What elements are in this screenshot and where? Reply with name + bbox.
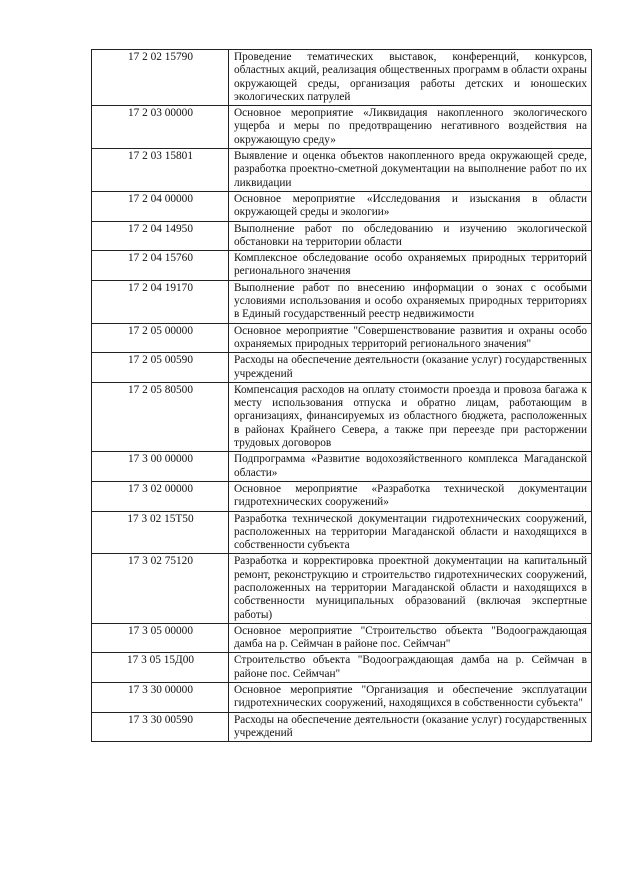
table-row	[92, 382, 592, 451]
expense-description: Разработка и корректировка проектной документации на капитальный ремонт, реконструкцию и строительство гидротехнических сооружений, расположенных на территории Магаданской области и находящихся в собственности муниципальных образований (включая экспертные работы)	[229, 554, 592, 623]
table-row	[92, 452, 592, 482]
classification-code: 17 3 00 00000	[92, 452, 229, 482]
expense-description: Основное мероприятие «Исследования и изыскания в области окружающей среды и экологии»	[229, 191, 592, 221]
table-row	[92, 221, 592, 251]
expense-description: Комплексное обследование особо охраняемых природных территорий регионального значения	[229, 251, 592, 281]
classification-code: 17 3 05 15Д00	[92, 653, 229, 683]
classification-code: 17 2 02 15790	[92, 50, 229, 106]
table-body	[92, 50, 592, 742]
classification-code: 17 2 03 00000	[92, 106, 229, 149]
classification-code: 17 2 05 00000	[92, 323, 229, 353]
expense-description: Основное мероприятие "Строительство объекта "Водоограждающая дамба на р. Сеймчан в районе пос. Сеймчан"	[229, 623, 592, 653]
expense-description: Выполнение работ по внесению информации о зонах с особыми условиями использования и особо охраняемых природных территориях в Единый государственный реестр недвижимости	[229, 280, 592, 323]
table-row	[92, 683, 592, 713]
expense-description: Проведение тематических выставок, конференций, конкурсов, областных акций, реализация общественных программ в области охраны окружающей среды, организация работы детских и юношеских экологических патрулей	[229, 50, 592, 106]
table-row	[92, 623, 592, 653]
table-row	[92, 353, 592, 383]
expense-description: Основное мероприятие "Организация и обеспечение эксплуатации гидротехнических сооружений, находящихся в собственности субъекта"	[229, 683, 592, 713]
expense-description: Подпрограмма «Развитие водохозяйственного комплекса Магаданской области»	[229, 452, 592, 482]
classification-code: 17 2 05 80500	[92, 382, 229, 451]
table-row	[92, 481, 592, 511]
expense-description: Расходы на обеспечение деятельности (оказание услуг) государственных учреждений	[229, 712, 592, 742]
classification-code: 17 3 05 00000	[92, 623, 229, 653]
table-row	[92, 191, 592, 221]
budget-classification-table	[91, 49, 592, 742]
classification-code: 17 2 05 00590	[92, 353, 229, 383]
expense-description: Основное мероприятие "Совершенствование развития и охраны особо охраняемых природных территорий регионального значения"	[229, 323, 592, 353]
expense-description: Расходы на обеспечение деятельности (оказание услуг) государственных учреждений	[229, 353, 592, 383]
expense-description: Выявление и оценка объектов накопленного вреда окружающей среде, разработка проектно-сметной документации на выполнение работ по их ликвидации	[229, 149, 592, 192]
classification-code: 17 3 02 00000	[92, 481, 229, 511]
table-row	[92, 511, 592, 554]
classification-code: 17 3 02 75120	[92, 554, 229, 623]
expense-description: Строительство объекта "Водоограждающая дамба на р. Сеймчан в районе пос. Сеймчан"	[229, 653, 592, 683]
table-row	[92, 653, 592, 683]
classification-code: 17 2 04 19170	[92, 280, 229, 323]
table-row	[92, 554, 592, 623]
table-row	[92, 50, 592, 106]
table-row	[92, 280, 592, 323]
table-row	[92, 712, 592, 742]
expense-description: Основное мероприятие «Ликвидация накопленного экологического ущерба и меры по предотвращению негативного воздействия на окружающую среду»	[229, 106, 592, 149]
expense-description: Компенсация расходов на оплату стоимости проезда и провоза багажа к месту использования отпуска и обратно лицам, работающим в организациях, финансируемых из областного бюджета, расположенных в районах Крайнего Севера, а также при переезде при расторжении трудовых договоров	[229, 382, 592, 451]
expense-description: Выполнение работ по обследованию и изучению экологической обстановки на территории области	[229, 221, 592, 251]
classification-code: 17 2 04 14950	[92, 221, 229, 251]
expense-description: Основное мероприятие «Разработка технической документации гидротехнических сооружений»	[229, 481, 592, 511]
expense-description: Разработка технической документации гидротехнических сооружений, расположенных на территории Магаданской области и находящихся в собственности субъекта	[229, 511, 592, 554]
classification-code: 17 3 30 00590	[92, 712, 229, 742]
table-row	[92, 323, 592, 353]
table-row	[92, 251, 592, 281]
table-row	[92, 149, 592, 192]
classification-code: 17 3 02 15Т50	[92, 511, 229, 554]
classification-code: 17 3 30 00000	[92, 683, 229, 713]
classification-code: 17 2 04 15760	[92, 251, 229, 281]
table-row	[92, 106, 592, 149]
classification-code: 17 2 04 00000	[92, 191, 229, 221]
classification-code: 17 2 03 15801	[92, 149, 229, 192]
